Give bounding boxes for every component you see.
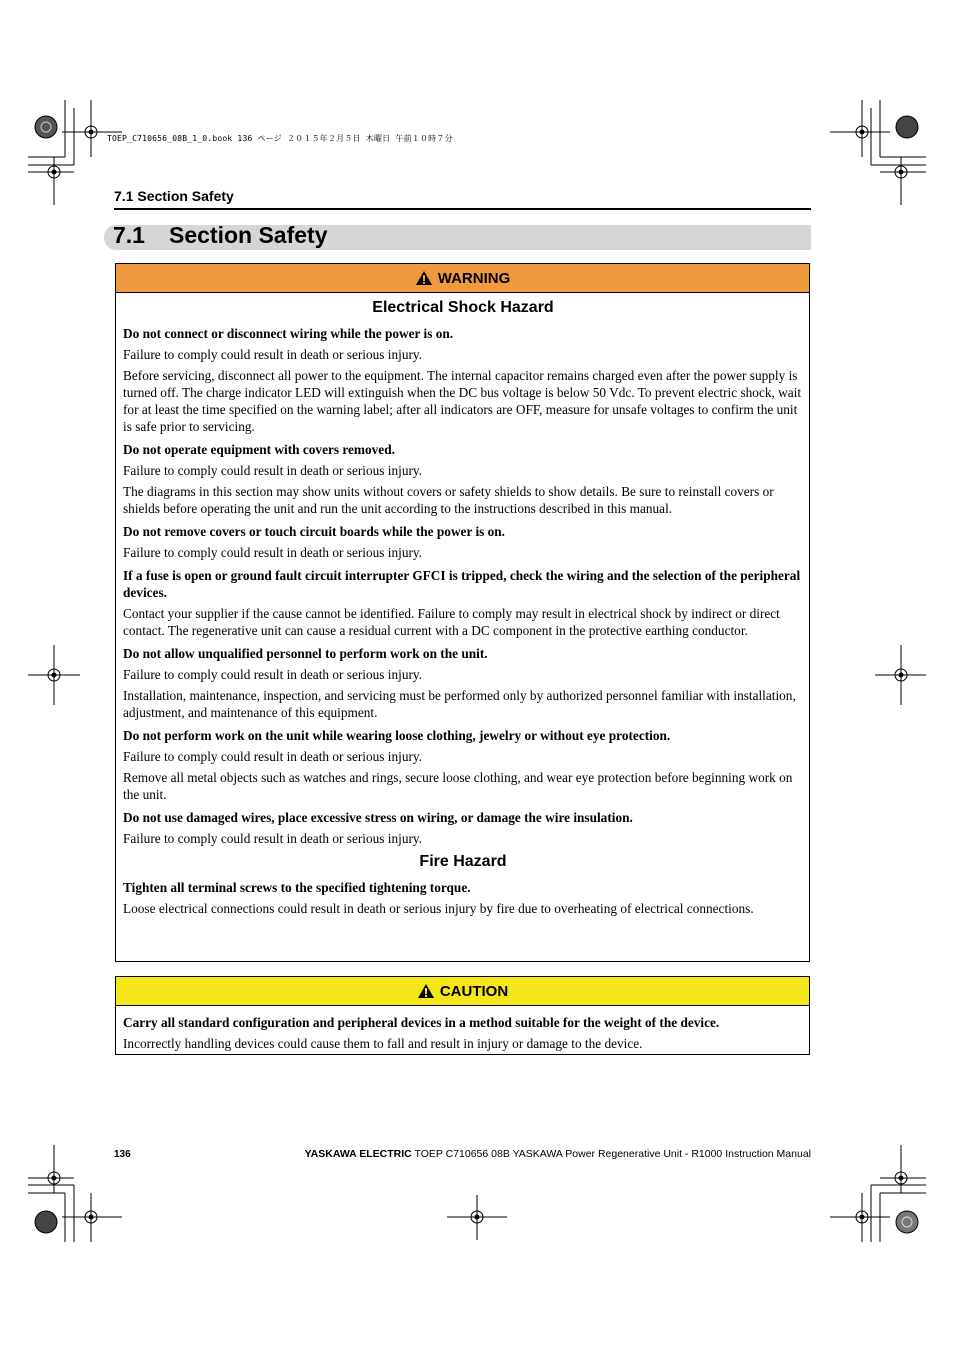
safety-explanation: Failure to comply could result in death or serious injury. bbox=[123, 463, 422, 478]
footer-brand: YASKAWA ELECTRIC bbox=[304, 1148, 412, 1160]
hazard-title: Fire Hazard bbox=[419, 853, 507, 870]
safety-instruction: Do not use damaged wires, place excessive stress on wiring, or damage the wire insulation. bbox=[123, 810, 633, 825]
safety-instruction: If a fuse is open or ground fault circuit interrupter GFCI is tripped, check the wiring and the selection of the peripheral devices. bbox=[123, 568, 801, 600]
safety-explanation: Loose electrical connections could result in death or serious injury by fire due to overheating of electrical connections. bbox=[123, 901, 754, 916]
printer-slug: TOEP_C710656_08B_1_0.book 136 ページ ２０１５年２月５日 木曜日 午前１０時７分 bbox=[107, 134, 453, 143]
safety-explanation: Remove all metal objects such as watches and rings, secure loose clothing, and wear eye protection before beginning work on the unit. bbox=[123, 770, 793, 802]
safety-explanation: Failure to comply could result in death or serious injury. bbox=[123, 545, 422, 560]
safety-explanation: Before servicing, disconnect all power to the equipment. The internal capacitor remains charged even after the power supply is turned off. The charge indicator LED will extinguish when the DC bus voltage is below 50 Vdc. To prevent electric shock, wait for at least the time specified on the warning label; after all indicators are OFF, measure for unsafe voltages to confirm the unit is safe prior to servicing. bbox=[123, 368, 802, 434]
safety-instruction: Carry all standard configuration and peripheral devices in a method suitable for the weight of the device. bbox=[123, 1015, 720, 1030]
safety-instruction: Do not perform work on the unit while wearing loose clothing, jewelry or without eye protection. bbox=[123, 728, 671, 743]
section-title-text: Section Safety bbox=[169, 222, 328, 248]
safety-explanation: Contact your supplier if the cause cannot be identified. Failure to comply may result in electrical shock by indirect or direct contact. The regenerative unit can cause a residual current with a DC component in the protective earthing conductor. bbox=[123, 606, 780, 638]
registration-mark-icon bbox=[48, 126, 907, 1223]
section-number: 7.1 bbox=[113, 222, 145, 248]
running-head: 7.1 Section Safety bbox=[114, 188, 234, 204]
safety-instruction: Do not operate equipment with covers removed. bbox=[123, 442, 395, 457]
page-number: 136 bbox=[114, 1149, 131, 1160]
safety-instruction: Do not connect or disconnect wiring while the power is on. bbox=[123, 326, 454, 341]
color-bar-dot-icon bbox=[35, 116, 918, 1233]
safety-explanation: Failure to comply could result in death or serious injury. bbox=[123, 749, 422, 764]
safety-explanation: Failure to comply could result in death or serious injury. bbox=[123, 667, 422, 682]
safety-instruction: Tighten all terminal screws to the specified tightening torque. bbox=[123, 880, 471, 895]
safety-instruction: Do not remove covers or touch circuit boards while the power is on. bbox=[123, 524, 506, 539]
safety-explanation: The diagrams in this section may show units without covers or safety shields to show details. Be sure to reinstall covers or shields before operating the unit and run the unit according to the instructions described in this manual. bbox=[123, 484, 774, 516]
safety-explanation: Failure to comply could result in death or serious injury. bbox=[123, 831, 422, 846]
caution-label: CAUTION bbox=[439, 982, 509, 1000]
footer-doc: TOEP C710656 08B YASKAWA Power Regenerative Unit - R1000 Instruction Manual bbox=[411, 1148, 811, 1160]
safety-explanation: Installation, maintenance, inspection, and servicing must be performed only by authorized personnel familiar with installation, adjustment, and maintenance of this equipment. bbox=[123, 688, 796, 720]
hazard-title: Electrical Shock Hazard bbox=[372, 299, 554, 316]
safety-explanation: Failure to comply could result in death or serious injury. bbox=[123, 347, 422, 362]
safety-instruction: Do not allow unqualified personnel to perform work on the unit. bbox=[123, 646, 488, 661]
safety-explanation: Incorrectly handling devices could cause them to fall and result in injury or damage to the device. bbox=[123, 1036, 643, 1051]
warning-label: WARNING bbox=[437, 269, 511, 287]
